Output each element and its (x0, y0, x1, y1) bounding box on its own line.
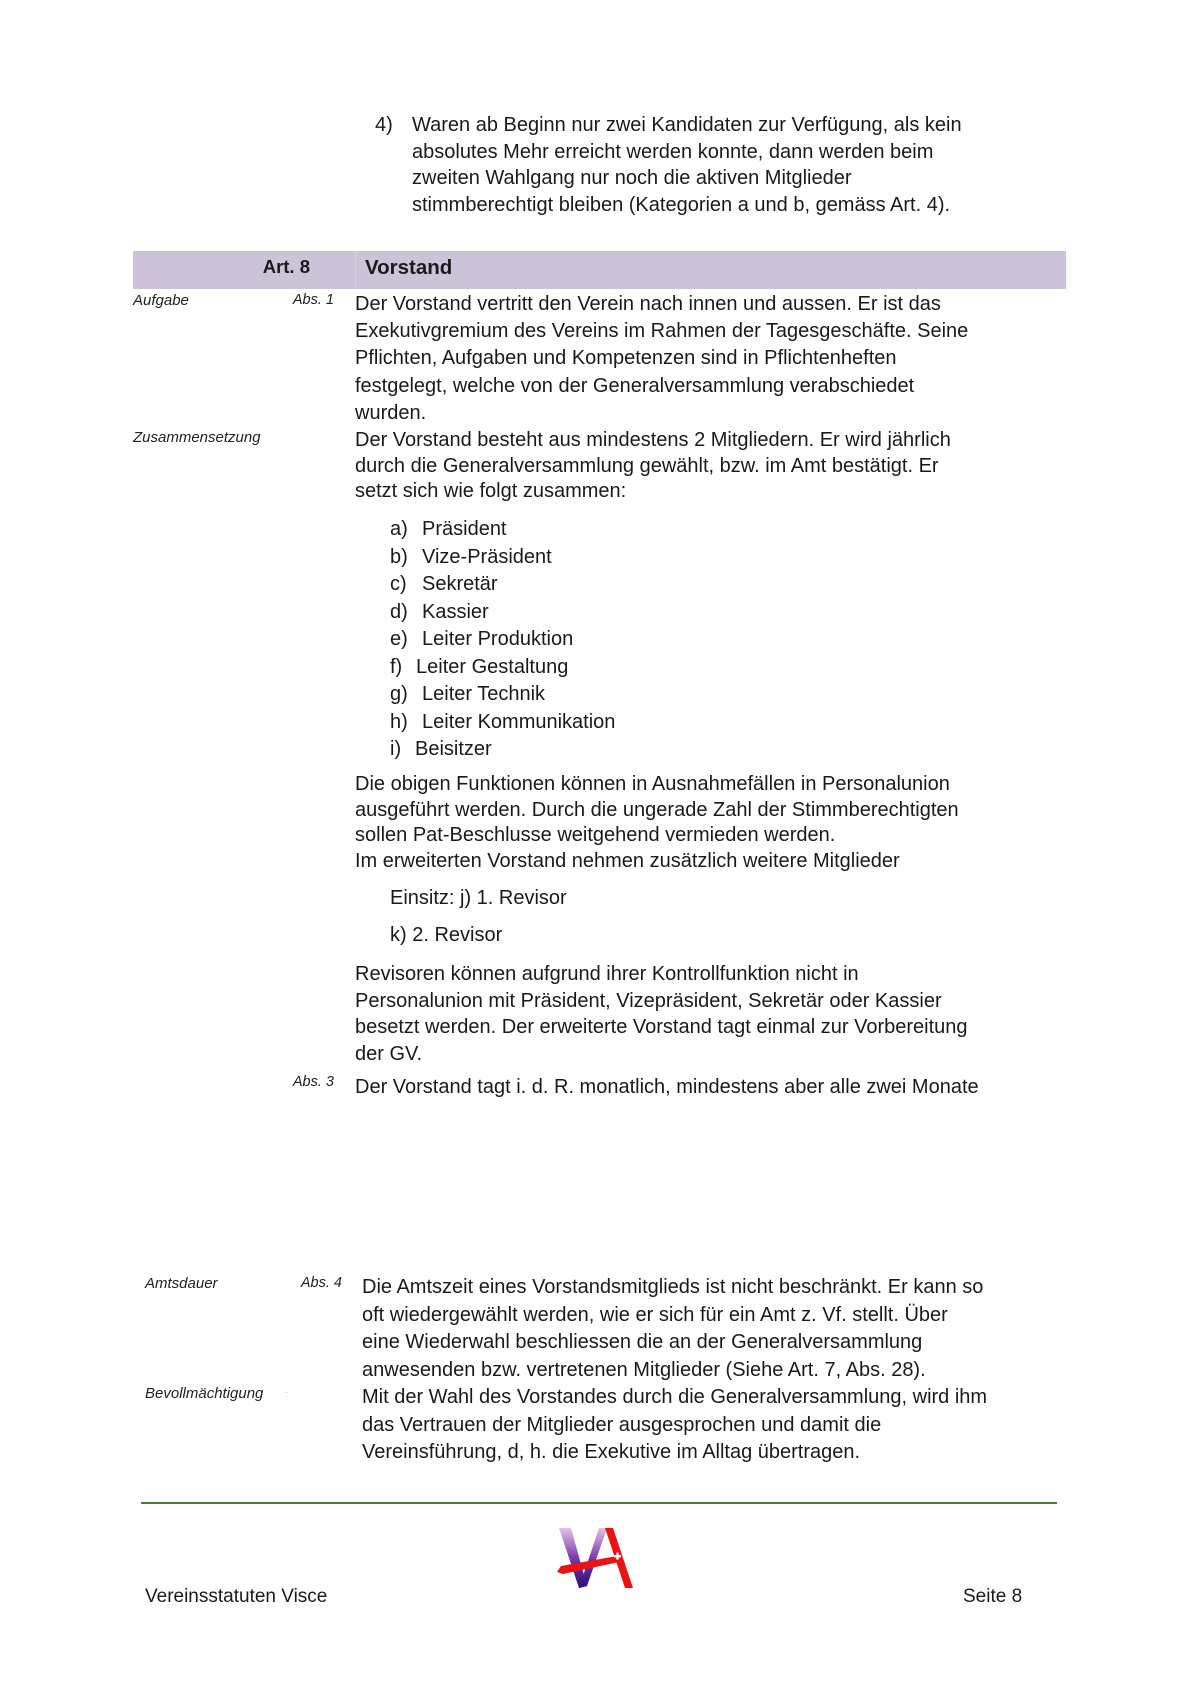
list-letter: i) (390, 738, 402, 760)
paragraph-label-abs4: Abs. 4 (300, 1275, 342, 1291)
text-line: sollen Pat-Beschlusse weitgehend vermieden werden. (355, 824, 836, 846)
footer-document-title: Vereinsstatuten Visce (145, 1586, 328, 1607)
role-name: Leiter Kommunikation (422, 710, 616, 733)
text-line: Die Amtszeit eines Vorstandsmitglieds ist nicht beschränkt. Er kann so (362, 1276, 984, 1298)
list-letter: b) (390, 545, 408, 568)
text-line: zweiten Wahlgang nur noch die aktiven Mitglieder (412, 167, 852, 189)
text-line: Exekutivgremium des Vereins im Rahmen der Tagesgeschäfte. Seine (355, 320, 969, 343)
role-name: Beisitzer (415, 738, 492, 760)
text-line: Pflichten, Aufgaben und Kompetenzen sind in Pflichtenheften (355, 347, 897, 370)
list-letter: h) (390, 710, 408, 733)
margin-label-bevollmaechtigung: Bevollmächtigung (145, 1385, 264, 1402)
text-line: Im erweiterten Vorstand nehmen zusätzlich weitere Mitglieder (355, 849, 900, 872)
margin-label-aufgabe: Aufgabe (133, 292, 189, 309)
text-line: Personalunion mit Präsident, Vizepräsident, Sekretär oder Kassier (355, 989, 942, 1012)
text-line: eine Wiederwahl beschliessen die an der Generalversammlung (362, 1331, 923, 1353)
role-name: Sekretär (422, 573, 498, 595)
list-item (390, 571, 615, 599)
text-line: Vereinsführung, d, h. die Exekutive im Alltag übertragen. (362, 1441, 861, 1463)
text-line: Mit der Wahl des Vorstandes durch die Generalversammlung, wird ihm (362, 1386, 988, 1408)
text-line: stimmberechtigt bleiben (Kategorien a und b, gemäss Art. 4). (412, 193, 951, 216)
paragraph-bevollmaechtigung (362, 1384, 987, 1467)
footer-divider (141, 1502, 1057, 1504)
list-letter: g) (390, 683, 408, 705)
role-name: Leiter Technik (422, 683, 546, 705)
header-divider (355, 251, 356, 289)
list-item (390, 736, 615, 764)
list-item (390, 709, 615, 737)
page-number: Seite 8 (963, 1586, 1023, 1607)
election-rule-text (412, 112, 1052, 218)
list-letter: f) (390, 655, 403, 678)
role-name: Leiter Produktion (422, 628, 574, 650)
list-letter: e) (390, 628, 408, 650)
text-line: der GV. (355, 1042, 423, 1065)
va-logo-icon (557, 1526, 637, 1592)
list-item (390, 599, 615, 627)
paragraph-aufgabe (355, 291, 968, 427)
role-name: Vize-Präsident (422, 545, 552, 568)
list-item (390, 516, 615, 544)
role-name: Leiter Gestaltung (416, 655, 569, 678)
text-line: wurden. (355, 401, 427, 424)
board-roles-list (390, 516, 615, 764)
paragraph-revisoren (355, 961, 968, 1067)
role-name: Kassier (422, 600, 489, 623)
margin-label-amtsdauer: Amtsdauer (145, 1275, 218, 1292)
list-item (390, 626, 615, 654)
list-item (390, 681, 615, 709)
article-number: Art. 8 (262, 256, 310, 277)
list-letter: c) (390, 573, 407, 595)
revisor-1-line: Einsitz: j) 1. Revisor (390, 887, 567, 909)
text-line: Die obigen Funktionen können in Ausnahmefällen in Personalunion (355, 773, 950, 795)
text-line: Waren ab Beginn nur zwei Kandidaten zur Verfügung, als kein (412, 114, 962, 136)
text-line: oft wiedergewählt werden, wie er sich für ein Amt z. Vf. stellt. Über (362, 1303, 948, 1326)
text-line: absolutes Mehr erreicht werden konnte, dann werden beim (412, 140, 934, 163)
text-line: Revisoren können aufgrund ihrer Kontrollfunktion nicht in (355, 963, 859, 985)
stray-mark: . (285, 1385, 288, 1396)
revisor-2-line: k) 2. Revisor (390, 924, 503, 946)
text-line: Der Vorstand besteht aus mindestens 2 Mitgliedern. Er wird jährlich (355, 429, 951, 451)
list-letter: d) (390, 600, 408, 623)
paragraph-abs3: Der Vorstand tagt i. d. R. monatlich, mindestens aber alle zwei Monate (355, 1076, 979, 1098)
text-line: festgelegt, welche von der Generalversammlung verabschiedet (355, 374, 915, 397)
text-line: ausgeführt werden. Durch die ungerade Zahl der Stimmberechtigten (355, 798, 959, 821)
text-line: Der Vorstand vertritt den Verein nach innen und aussen. Er ist das (355, 293, 941, 315)
paragraph-amtsdauer (362, 1274, 983, 1384)
text-line: das Vertrauen der Mitglieder ausgesprochen und damit die (362, 1413, 882, 1436)
paragraph-label-abs1: Abs. 1 (292, 292, 334, 308)
list-item (390, 654, 615, 682)
paragraph-funktionen (355, 772, 959, 874)
text-line: setzt sich wie folgt zusammen: (355, 480, 627, 502)
text-line: besetzt werden. Der erweiterte Vorstand tagt einmal zur Vorbereitung (355, 1016, 968, 1039)
text-line: anwesenden bzw. vertretenen Mitglieder (Siehe Art. 7, Abs. 28). (362, 1358, 926, 1381)
paragraph-zusammensetzung (355, 428, 951, 505)
margin-label-zusammensetzung: Zusammensetzung (133, 429, 261, 446)
list-letter: a) (390, 518, 408, 540)
text-line: durch die Generalversammlung gewählt, bzw. im Amt bestätigt. Er (355, 454, 939, 477)
list-item (390, 544, 615, 572)
paragraph-label-abs3: Abs. 3 (292, 1074, 334, 1090)
article-title: Vorstand (365, 256, 453, 279)
role-name: Präsident (422, 518, 507, 540)
list-number: 4) (375, 114, 393, 136)
